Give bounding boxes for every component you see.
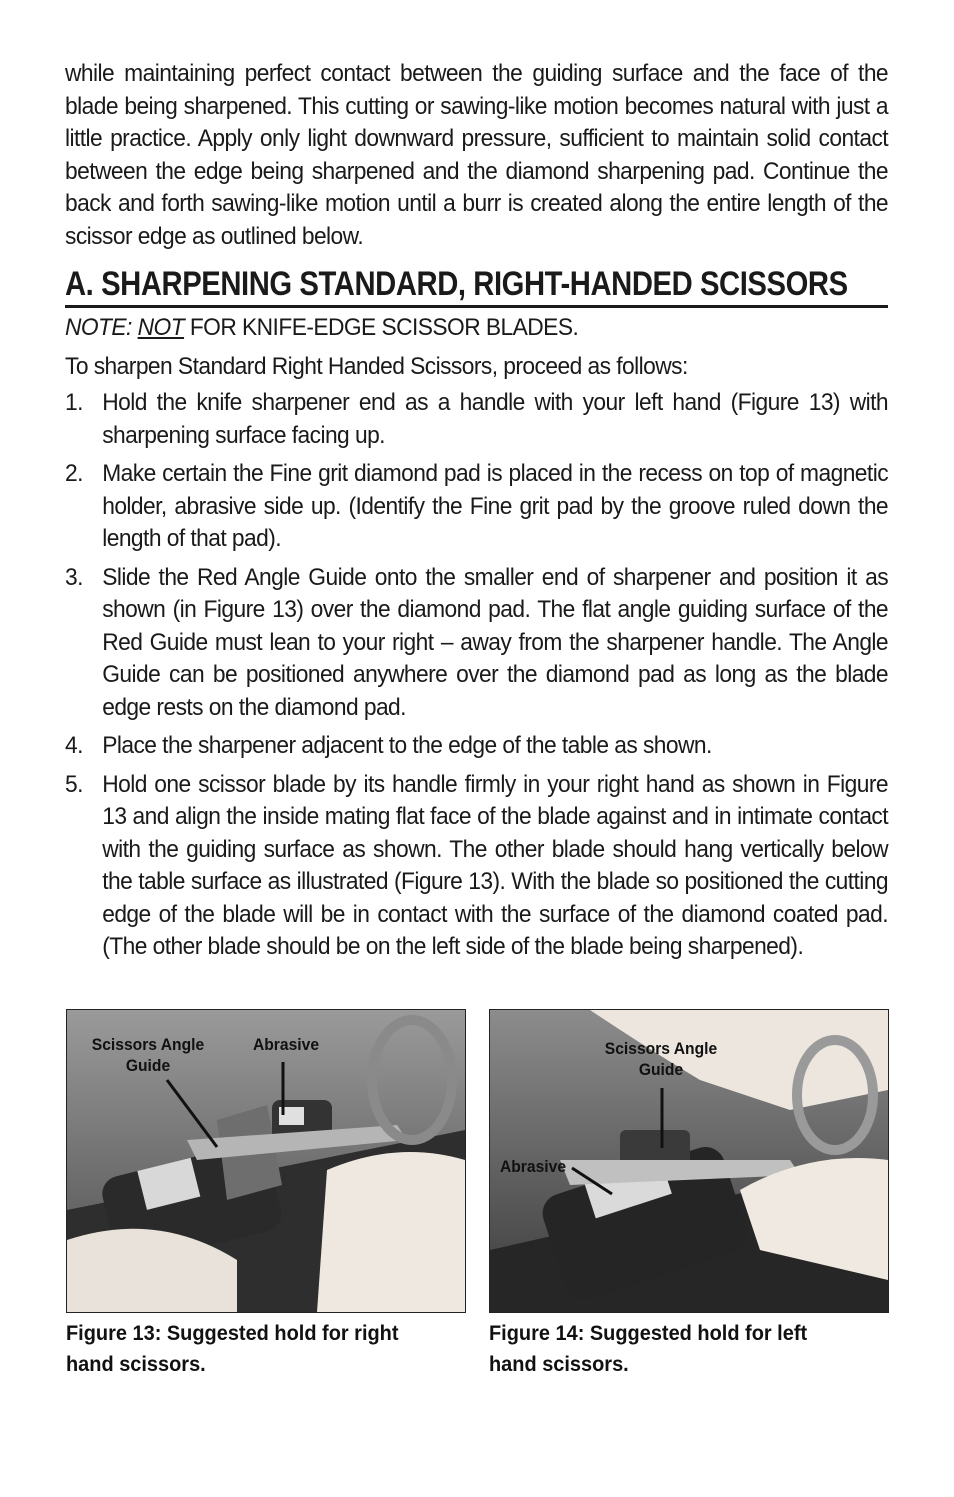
- note-prefix: NOTE:: [65, 314, 132, 341]
- list-item: [65, 562, 888, 725]
- callout-angle-guide: [601, 1038, 721, 1080]
- note-rest: FOR KNIFE-EDGE SCISSOR BLADES.: [184, 314, 579, 341]
- step-number: 1.: [65, 389, 83, 416]
- note-not: NOT: [137, 314, 185, 341]
- steps-list: [65, 387, 888, 964]
- list-item: [65, 387, 888, 452]
- step-number: 3.: [65, 563, 83, 591]
- figure-14-photo: [489, 1009, 889, 1313]
- callout-angle-guide-line2: Guide: [638, 1060, 684, 1079]
- note-line: [65, 312, 888, 345]
- step-text: Place the sharpener adjacent to the edge of the table as shown.: [102, 732, 712, 759]
- list-item: [65, 769, 888, 964]
- step-number: 5.: [65, 770, 83, 798]
- step-text: Make certain the Fine grit diamond pad is placed in the recess on top of magnetic holder, abrasive side up. (Identify the Fine grit pad by the groove ruled down the length of that pad).: [102, 460, 889, 552]
- callout-angle-guide-line1: Scissors Angle: [91, 1035, 205, 1054]
- step-text: Hold one scissor blade by its handle firmly in your right hand as shown in Figure 13 and align the inside mating flat face of the blade against and in intimate contact with the guiding surface as shown. The other blade should hang vertically below the table surface as illustrated (Figure 13). With the blade so positioned the cutting edge of the blade will be in contact with the surface of the diamond coated pad. (The other blade should be on the left side of the blade being sharpened).: [102, 770, 889, 960]
- step-number: 4.: [65, 732, 83, 759]
- figure-13-photo: [66, 1009, 466, 1313]
- figure-13-caption: Figure 13: Suggested hold for right hand scissors.: [66, 1322, 399, 1376]
- callout-abrasive: Abrasive: [252, 1035, 320, 1054]
- page-content: [65, 58, 888, 970]
- callout-angle-guide-line2: Guide: [125, 1056, 171, 1075]
- list-item: [65, 730, 888, 763]
- callout-angle-guide: [88, 1034, 208, 1076]
- lead-paragraph: To sharpen Standard Right Handed Scissors, proceed as follows:: [65, 352, 688, 380]
- step-text: Hold the knife sharpener end as a handle with your left hand (Figure 13) with sharpening surface facing up.: [102, 389, 889, 449]
- section-heading: A. SHARPENING STANDARD, RIGHT-HANDED SCISSORS: [65, 263, 888, 308]
- list-item: [65, 458, 888, 556]
- callout-angle-guide-line1: Scissors Angle: [604, 1039, 718, 1058]
- callout-abrasive: Abrasive: [499, 1157, 567, 1176]
- step-text: Slide the Red Angle Guide onto the smaller end of sharpener and position it as shown (in Figure 13) over the diamond pad. The flat angle guiding surface of the Red Guide must lean to your right – away from the sharpener handle. The Angle Guide can be positioned anywhere over the diamond pad as long as the blade edge rests on the diamond pad.: [102, 563, 889, 721]
- intro-paragraph: while maintaining perfect contact between the guiding surface and the face of the blade being sharpened. This cutting or sawing-like motion becomes natural with just a little practice. Apply only light downward pressure, sufficient to maintain solid contact between the edge being sharpened and the diamond sharpening pad. Continue the back and forth sawing-like motion until a burr is created along the entire length of the scissor edge as outlined below.: [65, 60, 889, 250]
- step-number: 2.: [65, 460, 83, 487]
- figure-14-caption: Figure 14: Suggested hold for left hand scissors.: [489, 1322, 808, 1376]
